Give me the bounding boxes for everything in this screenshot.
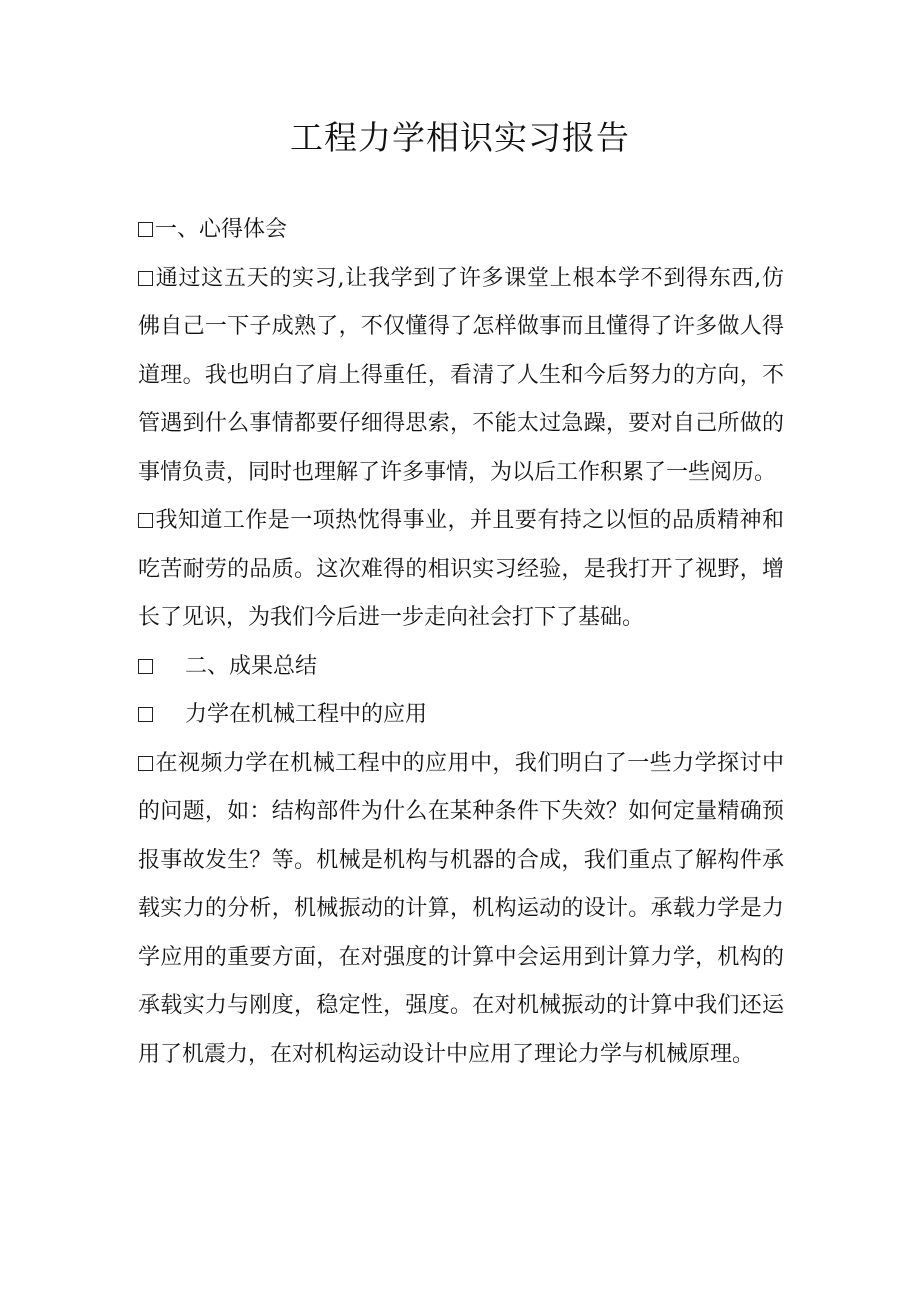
paragraph-text: 我知道工作是一项热忱得事业，并且要有持之以恒的品质精神和吃苦耐劳的品质。这次难得的相识实习经验，是我打开了视野，增长了见识，为我们今后进一步走向社会打下了基础。 — [138, 508, 784, 630]
paragraph — [138, 497, 784, 643]
checkbox-glyph-icon — [138, 513, 153, 528]
section-heading-text: 一、心得体会 — [155, 217, 288, 242]
checkbox-glyph-icon — [138, 222, 153, 237]
section-heading-insights — [138, 206, 784, 255]
checkbox-glyph-icon — [138, 756, 153, 771]
checkbox-glyph-icon — [138, 707, 153, 722]
document-title: 工程力学相识实习报告 — [290, 118, 630, 157]
paragraph — [138, 740, 784, 1080]
section-heading-text: 二、成果总结 — [185, 653, 318, 679]
subsection-heading — [138, 691, 784, 740]
checkbox-glyph-icon — [138, 659, 153, 674]
paragraph-text: 通过这五天的实习,让我学到了许多课堂上根本学不到得东西,仿佛自己一下子成熟了，不仅懂得了怎样做事而且懂得了许多做人得道理。我也明白了肩上得重任，看清了人生和今后努力的方向，不管遇到什么事情都要仔细得思索，不能太过急躁，要对自己所做的事情负责，同时也理解了许多事情，为以后工作积累了一些阅历。 — [138, 265, 784, 485]
subsection-heading-text: 力学在机械工程中的应用 — [185, 702, 428, 727]
paragraph-text: 在视频力学在机械工程中的应用中，我们明白了一些力学探讨中的问题，如：结构部件为什么在某种条件下失效？如何定量精确预报事故发生？等。机械是机构与机器的合成，我们重点了解构件承载实力的分析，机械振动的计算，机构运动的设计。承载力学是力学应用的重要方面，在对强度的计算中会运用到计算力学，机构的承载实力与刚度，稳定性，强度。在对机械振动的计算中我们还运用了机震力，在对机构运动设计中应用了理论力学与机械原理。 — [138, 750, 784, 1067]
section-heading-results — [138, 643, 784, 692]
document-body — [138, 206, 784, 1079]
paragraph — [138, 255, 784, 498]
checkbox-glyph-icon — [138, 271, 153, 286]
